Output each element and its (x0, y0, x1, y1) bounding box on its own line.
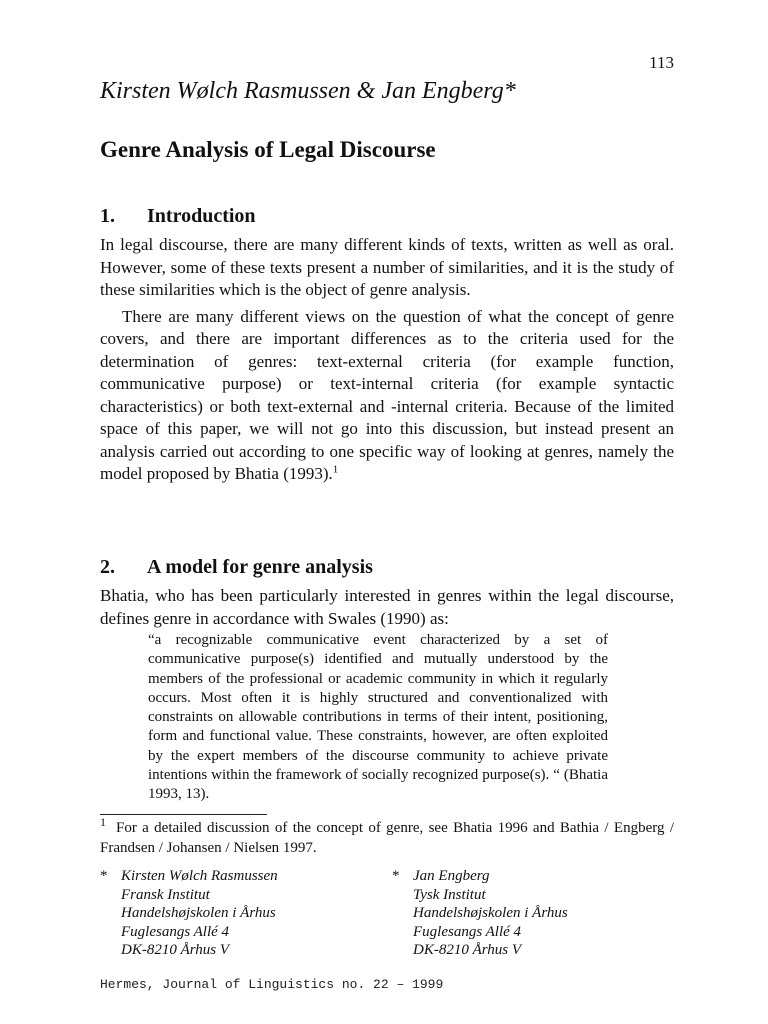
section-1-paragraph-2 (100, 306, 674, 486)
article-title: Genre Analysis of Legal Discourse (100, 137, 436, 162)
footnote-mark: 1 (100, 815, 106, 829)
section-2-title: A model for genre analysis (147, 556, 373, 578)
section-1-body (100, 234, 674, 486)
affiliation-name: Jan Engberg (413, 868, 490, 884)
section-2-heading (100, 556, 373, 579)
affiliation-city: DK-8210 Århus V (413, 942, 522, 958)
footnote (100, 815, 674, 858)
section-1-paragraph-1: In legal discourse, there are many different kinds of texts, written as well as oral. However, some of these texts present a number of similarities, and it is the study of these similarities which is the object of genre analysis. (100, 235, 674, 299)
affiliation-street: Fuglesangs Allé 4 (413, 923, 522, 940)
article-authors: Kirsten Wølch Rasmussen & Jan Engberg* (100, 78, 516, 104)
section-1-heading (100, 205, 256, 228)
section-2-number: 2. (100, 556, 115, 578)
footnote-reference[interactable]: 1 (332, 463, 339, 476)
affiliation-asterisk: * (100, 868, 108, 884)
affiliation-department: Tysk Institut (413, 886, 486, 903)
affiliation-name: Kirsten Wølch Rasmussen (121, 868, 278, 884)
author-affiliation-1 (100, 867, 278, 960)
footnote-text: For a detailed discussion of the concept of genre, see Bhatia 1996 and Bathia / Engberg / Frandsen / Johansen / Nielsen 1997. (100, 820, 674, 856)
section-2-paragraph-1: Bhatia, who has been particularly interested in genres within the legal discourse, defines genre in accordance with Swales (1990) as: (100, 586, 674, 628)
footnote-divider (100, 814, 267, 815)
journal-footer: Hermes, Journal of Linguistics no. 22 – 1999 (100, 977, 444, 992)
page-number: 113 (649, 53, 674, 72)
affiliation-street: Fuglesangs Allé 4 (121, 923, 230, 940)
section-2-body (100, 585, 674, 630)
author-affiliation-2 (392, 867, 568, 960)
block-quote: “a recognizable communicative event characterized by a set of communicative purpose(s) identified and mutually understood by the members of the professional or academic community in which it regularly occurs. Most often it is highly structured and conventionalized with constraints on allowable contributions in terms of their intent, positioning, form and functional value. These constraints, however, are often exploited by the expert members of the discourse community to achieve private intentions within the framework of socially recognized purpose(s). “ (Bhatia 1993, 13). (148, 632, 608, 803)
section-1-paragraph-2-text: There are many different views on the question of what the concept of genre covers, and there are important differences as to the criteria used for the determination of genres: text-external criteria (for example function, communicative purpose) or text-internal criteria (for example syntactic characteristics) or both text-external and -internal criteria. Because of the limited space of this paper, we will not go into this discussion, but instead present an analysis carried out according to one specific way of looking at genres, namely the model proposed by Bhatia (1993). (100, 306, 674, 483)
section-1-number: 1. (100, 205, 115, 227)
affiliation-department: Fransk Institut (121, 886, 210, 903)
affiliation-asterisk: * (392, 868, 400, 884)
section-1-title: Introduction (147, 205, 256, 227)
affiliation-city: DK-8210 Århus V (121, 942, 230, 958)
affiliation-school: Handelshøjskolen i Århus (121, 905, 276, 921)
affiliation-school: Handelshøjskolen i Århus (413, 905, 568, 921)
